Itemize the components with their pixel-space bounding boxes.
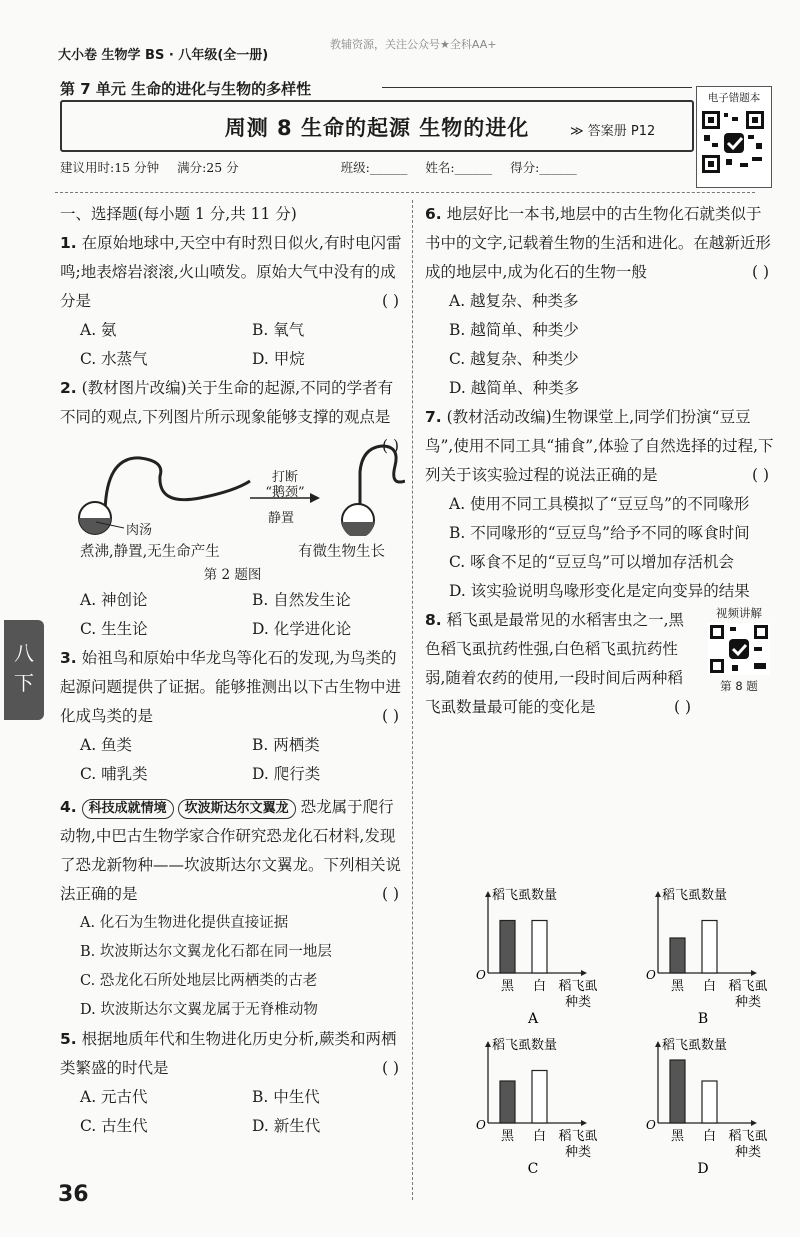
chart-a-xlabel-2: 种类 [564, 995, 592, 1010]
q7-number: 7. [425, 408, 442, 426]
page-number: 36 [58, 1182, 89, 1207]
q6-stem: 地层好比一本书,地层中的古生物化石就类似于书中的文字,记载着生物的生活和进化。在越新近形成的地层中,成为化石的生物一般 [425, 205, 771, 281]
chart-b-bar-white [702, 921, 717, 974]
chart-a-y-arrow [485, 891, 491, 897]
side-tab [4, 620, 44, 720]
right-column [425, 200, 775, 722]
q6-answer-bracket[interactable]: ( ) [751, 263, 769, 281]
q8-answer-bracket[interactable]: ( ) [673, 698, 691, 716]
question-8 [425, 606, 775, 722]
q8-qr-caption: 第 8 题 [720, 679, 758, 693]
q2-stem: (教材图片改编)关于生命的起源,不同的学者有不同的观点,下列图片所示现象能够支撑的观点是 [60, 379, 394, 426]
q3-number: 3. [60, 649, 77, 667]
q1-stem: 在原始地球中,天空中有时烈日似火,有时电闪雷鸣;地表熔岩滚滚,火山喷发。原始大气中没有的成分是 [60, 234, 402, 310]
question-2 [60, 374, 405, 644]
chart-b-origin: O [646, 968, 656, 982]
question-4 [60, 793, 405, 1025]
q1-option-b[interactable]: B. 氧气 [252, 321, 305, 339]
arrow-label-mid: “鹅颈” [265, 485, 305, 500]
chart-b-ylabel: 稻飞虱数量 [662, 888, 728, 903]
chart-c-xlabel-2: 种类 [564, 1145, 592, 1160]
answer-reference: ≫ 答案册 P12 [570, 124, 656, 139]
arrow-label-bottom: 静置 [268, 511, 295, 526]
question-7 [425, 403, 775, 606]
q2-option-d[interactable]: D. 化学进化论 [252, 620, 352, 638]
suggested-time: 建议用时:15 分钟 [60, 160, 160, 175]
q4-option-b[interactable]: B. 坎波斯达尔文翼龙化石都在同一地层 [80, 944, 332, 960]
test-title: 周测 8 生命的起源 生物的进化 [224, 116, 530, 140]
chart-c-bar-white [532, 1071, 547, 1124]
q8-video-qr[interactable] [703, 606, 775, 694]
full-score: 满分:25 分 [177, 160, 239, 175]
q5-option-b[interactable]: B. 中生代 [252, 1088, 320, 1106]
chart-c-xlabel-1: 稻飞虱 [558, 1129, 598, 1144]
q3-option-d[interactable]: D. 爬行类 [252, 765, 321, 783]
q7-option-b[interactable]: B. 不同喙形的“豆豆鸟”给予不同的啄食时间 [449, 524, 750, 542]
class-field[interactable]: 班级:______ [340, 160, 408, 175]
q7-stem: (教材活动改编)生物课堂上,同学们扮演“豆豆鸟”,使用不同工具“捕食”,体验了自然选择的过程,下列关于该实验过程的说法正确的是 [425, 408, 774, 484]
q5-answer-bracket[interactable]: ( ) [381, 1059, 399, 1077]
figure-left-caption: 煮沸,静置,无生命产生 [80, 544, 220, 560]
q1-answer-bracket[interactable]: ( ) [381, 292, 399, 310]
q2-option-b[interactable]: B. 自然发生论 [252, 591, 351, 609]
q7-option-d[interactable]: D. 该实验说明鸟喙形变化是定向变异的结果 [449, 582, 750, 600]
q6-option-d[interactable]: D. 越简单、种类多 [449, 379, 580, 397]
q5-stem: 根据地质年代和生物进化历史分析,蕨类和两栖类繁盛的时代是 [60, 1030, 397, 1077]
q2-figure-caption: 第 2 题图 [203, 567, 262, 583]
figure-right-caption: 有微生物生长 [298, 544, 385, 560]
q3-option-a[interactable]: A. 鱼类 [80, 736, 133, 754]
q1-option-a[interactable]: A. 氨 [80, 321, 117, 339]
chart-c-panel-label: C [527, 1161, 539, 1177]
chart-d-xlabel-1: 稻飞虱 [728, 1129, 768, 1144]
chart-a-ylabel: 稻飞虱数量 [492, 888, 558, 903]
q2-option-a[interactable]: A. 神创论 [80, 591, 148, 609]
qr-code-icon [700, 109, 766, 175]
info-row [60, 158, 690, 176]
broth-label: 肉汤 [126, 523, 153, 538]
chart-c-origin: O [476, 1118, 486, 1132]
q2-answer-bracket[interactable]: ( ) [381, 437, 399, 455]
q5-option-a[interactable]: A. 元古代 [80, 1088, 148, 1106]
arrow-label-top: 打断 [271, 470, 298, 485]
chart-d-x-arrow [751, 1120, 757, 1126]
chart-c-y-arrow [485, 1041, 491, 1047]
chart-c-bar-black [500, 1081, 515, 1123]
q2-figure [60, 436, 405, 566]
side-tab-label: 八下 [14, 641, 34, 695]
question-5 [60, 1025, 405, 1141]
q3-stem: 始祖鸟和原始中华龙鸟等化石的发现,为鸟类的起源问题提供了证据。能够推测出以下古生物中进化成鸟类的是 [60, 649, 402, 725]
q6-option-c[interactable]: C. 越复杂、种类少 [449, 350, 579, 368]
question-6 [425, 200, 775, 403]
section-heading: 一、选择题(每小题 1 分,共 11 分) [60, 205, 297, 223]
q1-option-d[interactable]: D. 甲烷 [252, 350, 305, 368]
q4-topic-tag: 坎波斯达尔文翼龙 [178, 799, 296, 819]
q5-option-d[interactable]: D. 新生代 [252, 1117, 321, 1135]
video-qr-icon [708, 623, 770, 675]
arrow-label [260, 470, 310, 500]
q6-number: 6. [425, 205, 442, 223]
q8-charts [440, 885, 780, 1190]
chart-b-x-arrow [751, 970, 757, 976]
chart-b-xlabel-1: 稻飞虱 [728, 979, 768, 994]
left-column [60, 200, 405, 1141]
score-field[interactable]: 得分:______ [510, 160, 577, 175]
chart-a-tick-white: 白 [532, 979, 547, 994]
chart-c-tick-black: 黑 [500, 1129, 515, 1144]
unit-title: 第 7 单元 生命的进化与生物的多样性 [60, 80, 312, 98]
chart-b-tick-white: 白 [702, 979, 717, 994]
chart-d-panel-label: D [697, 1161, 709, 1177]
chart-b-tick-black: 黑 [670, 979, 685, 994]
q4-option-c[interactable]: C. 恐龙化石所处地层比两栖类的古老 [80, 973, 318, 989]
q4-stem: 恐龙属于爬行动物,中巴古生物学家合作研究恐龙化石材料,发现了恐龙新物种——坎波斯达尔文翼龙。下列相关说法正确的是 [60, 798, 402, 903]
chart-d-bar-black [670, 1060, 685, 1123]
q2-option-c[interactable]: C. 生生论 [80, 620, 148, 638]
book-title: 大小卷 生物学 BS · 八年级(全一册) [58, 48, 269, 63]
watermark-text: 教辅资源，关注公众号★全科AA+ [330, 38, 497, 51]
q6-option-b[interactable]: B. 越简单、种类少 [449, 321, 579, 339]
q7-option-a[interactable]: A. 使用不同工具模拟了“豆豆鸟”的不同喙形 [449, 495, 750, 513]
q4-context-tag: 科技成就情境 [82, 799, 174, 819]
chart-a-bar-black [500, 921, 515, 974]
q8-stem: 稻飞虱是最常见的水稻害虫之一,黑色稻飞虱抗药性强,白色稻飞虱抗药性弱,随着农药的使用,一段时间后两种稻飞虱数量最可能的变化是 [425, 611, 685, 716]
chart-d-xlabel-2: 种类 [734, 1145, 762, 1160]
unit-rule [382, 87, 692, 88]
chart-a-bar-white [532, 921, 547, 974]
question-1 [60, 229, 405, 374]
q3-option-c[interactable]: C. 哺乳类 [80, 765, 148, 783]
video-label: 视频讲解 [716, 606, 762, 620]
chart-b-xlabel-2: 种类 [734, 995, 762, 1010]
q7-option-c[interactable]: C. 啄食不足的“豆豆鸟”可以增加存活机会 [449, 553, 735, 571]
chart-d-y-arrow [655, 1041, 661, 1047]
q1-option-c[interactable]: C. 水蒸气 [80, 350, 148, 368]
q5-option-c[interactable]: C. 古生代 [80, 1117, 148, 1135]
name-field[interactable]: 姓名:______ [425, 160, 493, 175]
error-book-qr-box[interactable] [696, 86, 772, 188]
q4-option-d[interactable]: D. 坎波斯达尔文翼龙属于无脊椎动物 [80, 1002, 318, 1018]
chart-d-tick-white: 白 [702, 1129, 717, 1144]
q3-answer-bracket[interactable]: ( ) [381, 707, 399, 725]
question-3 [60, 644, 405, 789]
chart-d-origin: O [646, 1118, 656, 1132]
swan-neck-flask-figure [60, 436, 405, 536]
chart-b-bar-black [670, 938, 685, 973]
q7-answer-bracket[interactable]: ( ) [751, 466, 769, 484]
q4-number: 4. [60, 798, 77, 816]
chart-c-x-arrow [581, 1120, 587, 1126]
chart-d-bar-white [702, 1081, 717, 1123]
header-divider [55, 192, 755, 193]
chart-c-ylabel: 稻飞虱数量 [492, 1038, 558, 1053]
q6-option-a[interactable]: A. 越复杂、种类多 [449, 292, 579, 310]
chart-d-ylabel: 稻飞虱数量 [662, 1038, 728, 1053]
q3-option-b[interactable]: B. 两栖类 [252, 736, 320, 754]
chart-b-y-arrow [655, 891, 661, 897]
q4-answer-bracket[interactable]: ( ) [381, 885, 399, 903]
chart-c-tick-white: 白 [532, 1129, 547, 1144]
qr-label: 电子错题本 [707, 92, 761, 104]
q5-number: 5. [60, 1030, 77, 1048]
chart-b-panel-label: B [697, 1011, 709, 1027]
chart-a-xlabel-1: 稻飞虱 [558, 979, 598, 994]
chart-a-x-arrow [581, 970, 587, 976]
chart-a-tick-black: 黑 [500, 979, 515, 994]
chart-a-panel-label: A [527, 1011, 539, 1027]
chart-d-tick-black: 黑 [670, 1129, 685, 1144]
q2-number: 2. [60, 379, 77, 397]
q4-option-a[interactable]: A. 化石为生物进化提供直接证据 [80, 915, 289, 931]
q8-number: 8. [425, 611, 442, 629]
q1-number: 1. [60, 234, 77, 252]
chart-a-origin: O [476, 968, 486, 982]
